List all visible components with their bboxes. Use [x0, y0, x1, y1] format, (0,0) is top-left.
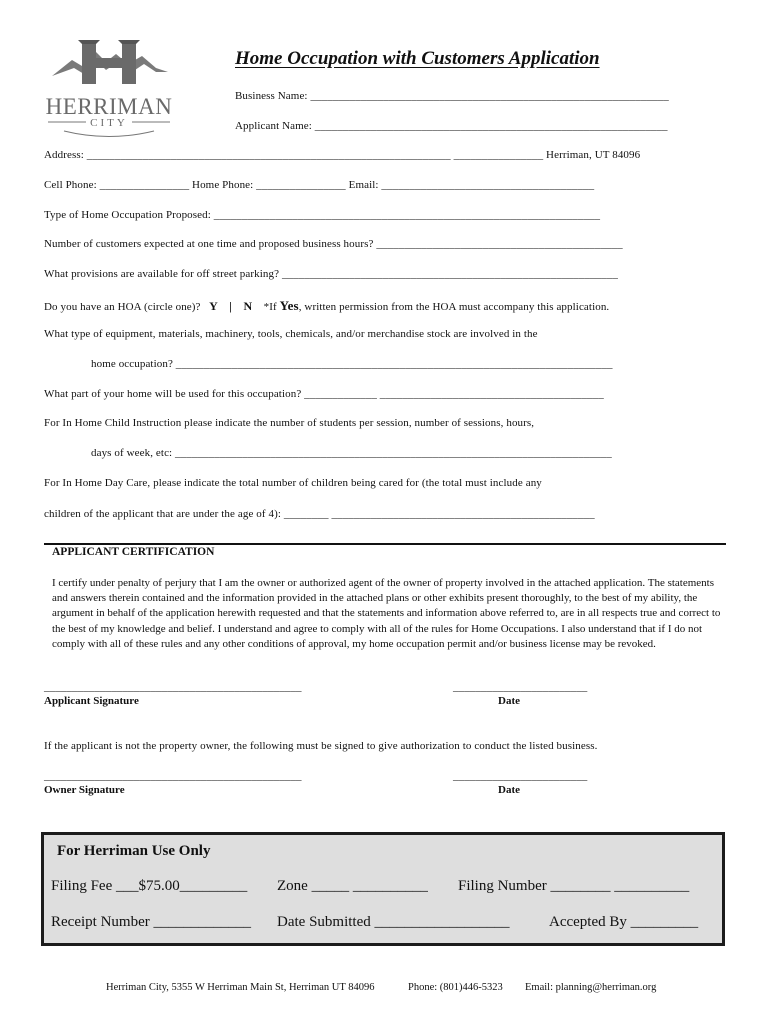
hoa-question-label: Do you have an HOA (circle one)?	[44, 301, 201, 313]
address-field[interactable]: Address: _________________________________________________________________ ________________ Herriman, UT 84096	[44, 149, 641, 161]
hoa-no-option[interactable]: N	[243, 299, 253, 313]
filing-number-field[interactable]: Filing Number ________ __________	[458, 878, 690, 894]
date-submitted-field[interactable]: Date Submitted __________________	[277, 914, 510, 930]
zone-field[interactable]: Zone _____ __________	[277, 878, 428, 894]
logo-wordmark: HERRIMAN	[45, 94, 173, 119]
home-part-field[interactable]: What part of your home will be used for this occupation? _____________ ________________________________________	[44, 388, 604, 400]
child-instruction-question: For In Home Child Instruction please indicate the number of students per session, number of sessions, hours,	[44, 417, 535, 429]
phone-email-fields[interactable]: Cell Phone: ________________ Home Phone: ________________ Email: ______________________________________	[44, 179, 595, 191]
logo-subtext: CITY	[90, 117, 128, 129]
hoa-separator: |	[229, 299, 233, 313]
certification-body: I certify under penalty of perjury that I am the owner or authorized agent of the owner of property involved in the attached application. The statements and answers therein contained and the information provided in the attached plans or other exhibits present thoroughly, to the best of my ability, the argument in behalf of the application herewith requested and that the statements and information above referred to, are in all respects true and correct to the best of my knowledge and belief. I understand and agree to comply with all of the rules for Home Occupations. I also understand that if I do not comply with all of these rules and any other conditions of approval, my home occupation permit and/or business license may be revoked.	[52, 577, 721, 650]
owner-authorization-note: If the applicant is not the property owner, the following must be signed to give authorization to conduct the listed business.	[44, 740, 598, 752]
applicant-date-line[interactable]: ________________________	[453, 681, 588, 693]
office-use-title: For Herriman Use Only	[57, 843, 211, 859]
equipment-field[interactable]: home occupation? ______________________________________________________________________________	[91, 358, 613, 370]
parking-field[interactable]: What provisions are available for off street parking? ____________________________________________________________	[44, 268, 618, 280]
applicant-signature-line[interactable]: ______________________________________________	[44, 681, 302, 693]
applicant-name-field[interactable]: Applicant Name: _______________________________________________________________	[235, 120, 668, 132]
customers-hours-field[interactable]: Number of customers expected at one time and proposed business hours? ____________________________________________	[44, 238, 623, 250]
hoa-yes-option[interactable]: Y	[209, 299, 218, 313]
equipment-question: What type of equipment, materials, machinery, tools, chemicals, and/or merchandise stock are involved in the	[44, 328, 538, 340]
footer-email: Email: planning@herriman.org	[525, 982, 657, 993]
accepted-by-field[interactable]: Accepted By _________	[549, 914, 699, 930]
business-name-field[interactable]: Business Name: ________________________________________________________________	[235, 90, 669, 102]
owner-signature-label: Owner Signature	[44, 784, 125, 796]
owner-date-label: Date	[498, 784, 520, 796]
herriman-city-logo	[44, 34, 174, 138]
day-care-question: For In Home Day Care, please indicate the total number of children being cared for (the total must include any	[44, 477, 542, 489]
hoa-question	[44, 298, 609, 314]
certification-divider	[44, 543, 726, 545]
footer-address: Herriman City, 5355 W Herriman Main St, Herriman UT 84096	[106, 982, 375, 993]
owner-date-line[interactable]: ________________________	[453, 770, 588, 782]
footer-phone: Phone: (801)446-5323	[408, 982, 503, 993]
page-title: Home Occupation with Customers Application	[235, 48, 600, 69]
owner-signature-line[interactable]: ______________________________________________	[44, 770, 302, 782]
occupation-type-field[interactable]: Type of Home Occupation Proposed: _____________________________________________________________________	[44, 209, 601, 221]
filing-fee	[51, 878, 247, 895]
hoa-note-suffix: , written permission from the HOA must accompany this application.	[298, 301, 610, 313]
certification-heading: APPLICANT CERTIFICATION	[52, 546, 215, 558]
filing-fee-label: Filing Fee	[51, 878, 113, 894]
applicant-signature-label: Applicant Signature	[44, 695, 139, 707]
hoa-note-prefix: *If	[263, 301, 277, 313]
receipt-number-field[interactable]: Receipt Number _____________	[51, 914, 251, 930]
filing-fee-value[interactable]: ___$75.00_________	[116, 878, 248, 894]
applicant-date-label: Date	[498, 695, 520, 707]
hoa-note-yes: Yes	[279, 298, 299, 313]
child-instruction-field[interactable]: days of week, etc: ______________________________________________________________________________	[91, 447, 612, 459]
day-care-field[interactable]: children of the applicant that are under the age of 4): ________ _______________________________________________	[44, 508, 595, 520]
